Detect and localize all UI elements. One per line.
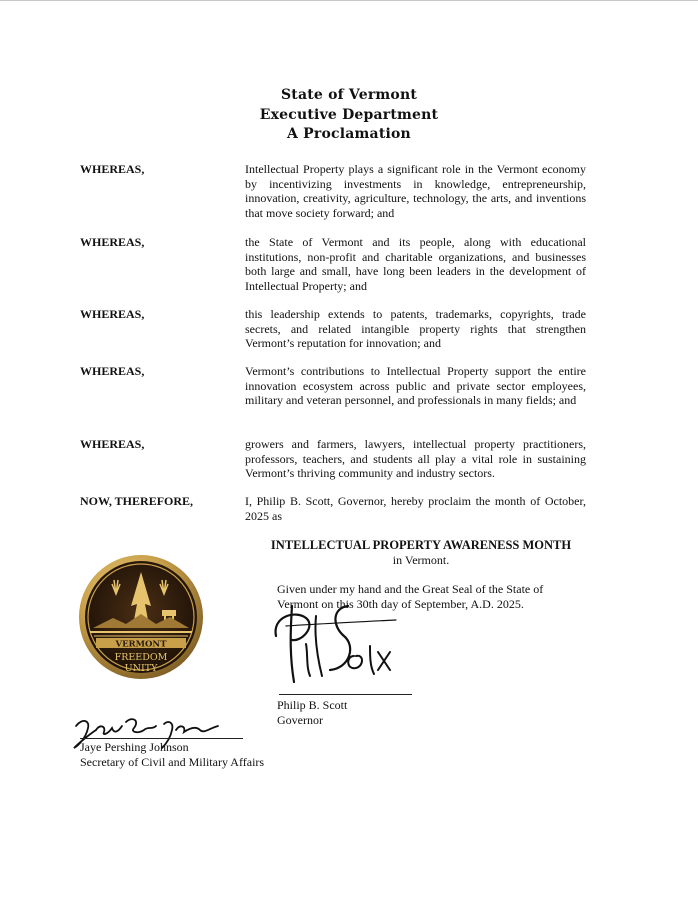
clause-label: WHEREAS, (80, 437, 145, 451)
proclamation-block (245, 538, 597, 568)
page-top-border (0, 0, 698, 1)
clause-text: Vermont’s contributions to Intellectual Property support the entire innovation ecosystem across public and private sector employees, military and veteran personnel, and professionals in many fields; and (245, 364, 586, 408)
secretary-signature-line (80, 738, 243, 739)
secretary-name: Jaye Pershing Johnson (80, 740, 189, 754)
governor-signature-line (279, 694, 412, 695)
clause-label: NOW, THEREFORE, (80, 494, 194, 508)
seal-motto-2: UNITY (124, 663, 158, 674)
governor-name: Philip B. Scott (277, 698, 348, 712)
secretary-title: Secretary of Civil and Military Affairs (80, 755, 265, 769)
governor-block (277, 698, 347, 728)
clause-label: WHEREAS, (80, 235, 145, 249)
clause-label: WHEREAS, (80, 162, 145, 176)
clause-label: WHEREAS, (80, 364, 145, 378)
seal-motto-1: FREEDOM (114, 652, 168, 663)
given-line-2: Vermont on this 30th day of September, A.D. 2025. (277, 597, 524, 611)
clause-text: Intellectual Property plays a significant role in the Vermont economy by incentivizing investments in knowledge, entrepreneurship, innovation, creativity, agriculture, technology, the arts, and inventions that move society forward; and (245, 162, 586, 221)
clause-label: WHEREAS, (80, 307, 145, 321)
header-department: Executive Department (259, 106, 439, 123)
proclamation-title: INTELLECTUAL PROPERTY AWARENESS MONTH (270, 538, 572, 552)
clause-text: growers and farmers, lawyers, intellectual property practitioners, professors, teachers, and students all play a vital role in sustaining Vermont’s thriving community and industry sectors. (245, 437, 586, 481)
proclamation-location: in Vermont. (392, 553, 450, 567)
clause-text: I, Philip B. Scott, Governor, hereby proclaim the month of October, 2025 as (245, 494, 586, 523)
document-header (0, 86, 698, 145)
governor-title: Governor (277, 713, 323, 727)
governor-signature (266, 596, 416, 686)
header-proclamation: A Proclamation (287, 126, 411, 142)
clause-text: the State of Vermont and its people, along with educational institutions, non-profit and charitable organizations, and businesses both large and small, have long been leaders in the development of Intellectual Property; and (245, 235, 586, 294)
secretary-block (80, 740, 264, 770)
clause-text: this leadership extends to patents, trademarks, copyrights, trade secrets, and related intangible property rights that strengthen Vermont’s reputation for innovation; and (245, 307, 586, 351)
header-state: State of Vermont (281, 87, 417, 103)
seal-top-text: VERMONT (115, 639, 167, 650)
great-seal-emblem (78, 554, 204, 680)
given-line-1: Given under my hand and the Great Seal of the State of (277, 582, 544, 596)
